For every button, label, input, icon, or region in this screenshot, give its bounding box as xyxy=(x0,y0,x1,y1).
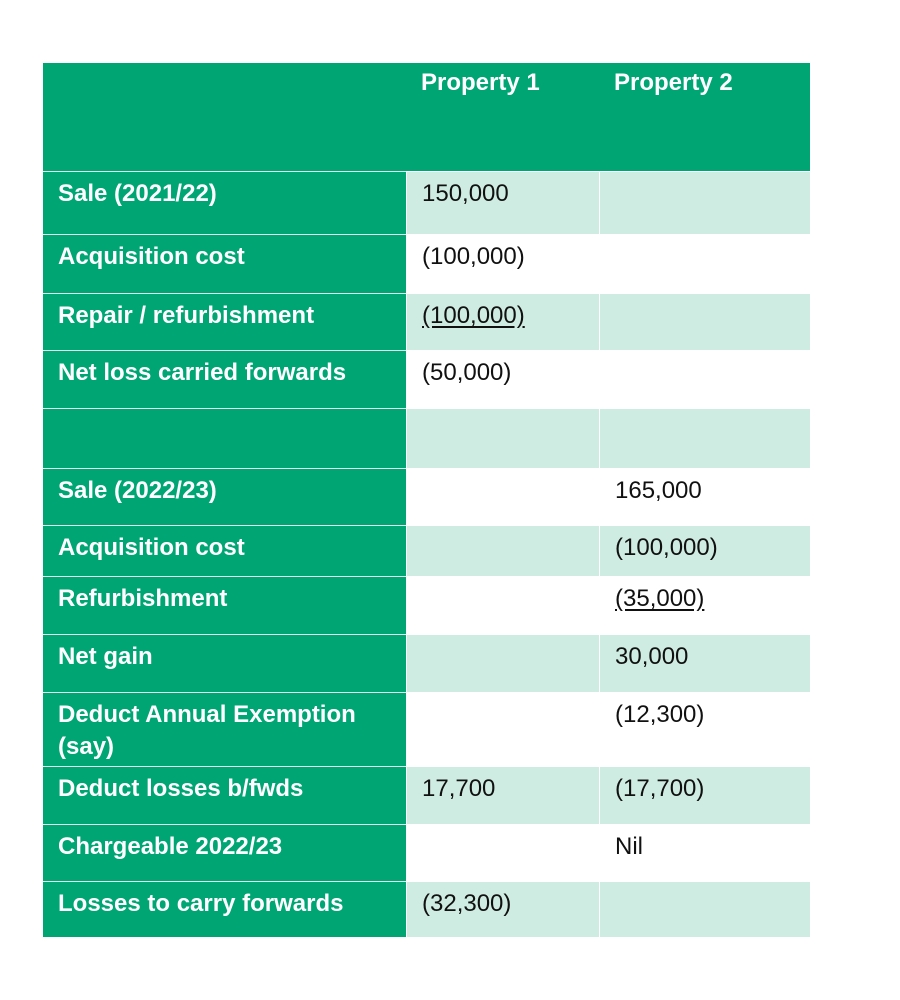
row-label: Deduct Annual Exemption (say) xyxy=(43,692,406,766)
property-1-value xyxy=(406,468,599,525)
row-label: Acquisition cost xyxy=(43,234,406,293)
table-row xyxy=(43,525,810,576)
property-1-value xyxy=(406,824,599,881)
property-1-value: 17,700 xyxy=(406,766,599,824)
table-row xyxy=(43,171,810,234)
row-label: Deduct losses b/fwds xyxy=(43,766,406,824)
property-2-value: (100,000) xyxy=(599,525,810,576)
header-property-1: Property 1 xyxy=(406,63,599,171)
table-row xyxy=(43,692,810,766)
property-2-value xyxy=(599,171,810,234)
property-1-value xyxy=(406,634,599,692)
row-label: Net gain xyxy=(43,634,406,692)
property-2-value: (35,000) xyxy=(599,576,810,634)
property-1-value xyxy=(406,576,599,634)
row-label: Refurbishment xyxy=(43,576,406,634)
table-row xyxy=(43,234,810,293)
row-label: Chargeable 2022/23 xyxy=(43,824,406,881)
property-2-value xyxy=(599,881,810,937)
property-2-value: (12,300) xyxy=(599,692,810,766)
property-2-value: 30,000 xyxy=(599,634,810,692)
table-header-row xyxy=(43,63,810,171)
property-1-value: 150,000 xyxy=(406,171,599,234)
property-2-value xyxy=(599,234,810,293)
header-property-2: Property 2 xyxy=(599,63,810,171)
row-label: Sale (2021/22) xyxy=(43,171,406,234)
property-2-value xyxy=(599,408,810,468)
property-1-value xyxy=(406,692,599,766)
property-2-value: Nil xyxy=(599,824,810,881)
property-1-value: (100,000) xyxy=(406,234,599,293)
table-row xyxy=(43,468,810,525)
row-label xyxy=(43,408,406,468)
property-1-value: (50,000) xyxy=(406,350,599,408)
row-label: Losses to carry forwards xyxy=(43,881,406,937)
property-2-value xyxy=(599,293,810,350)
property-1-value xyxy=(406,408,599,468)
table-row xyxy=(43,293,810,350)
property-2-value: 165,000 xyxy=(599,468,810,525)
property-1-value xyxy=(406,525,599,576)
property-2-value: (17,700) xyxy=(599,766,810,824)
property-2-value xyxy=(599,350,810,408)
table-row xyxy=(43,881,810,937)
property-1-value: (100,000) xyxy=(406,293,599,350)
table-row-spacer xyxy=(43,408,810,468)
table-row xyxy=(43,824,810,881)
table-row xyxy=(43,766,810,824)
row-label: Acquisition cost xyxy=(43,525,406,576)
header-blank-cell xyxy=(43,63,406,171)
table-row xyxy=(43,350,810,408)
row-label: Repair / refurbishment xyxy=(43,293,406,350)
table-row xyxy=(43,634,810,692)
table-row xyxy=(43,576,810,634)
row-label: Net loss carried forwards xyxy=(43,350,406,408)
capital-gains-table xyxy=(43,63,810,937)
row-label: Sale (2022/23) xyxy=(43,468,406,525)
property-1-value: (32,300) xyxy=(406,881,599,937)
